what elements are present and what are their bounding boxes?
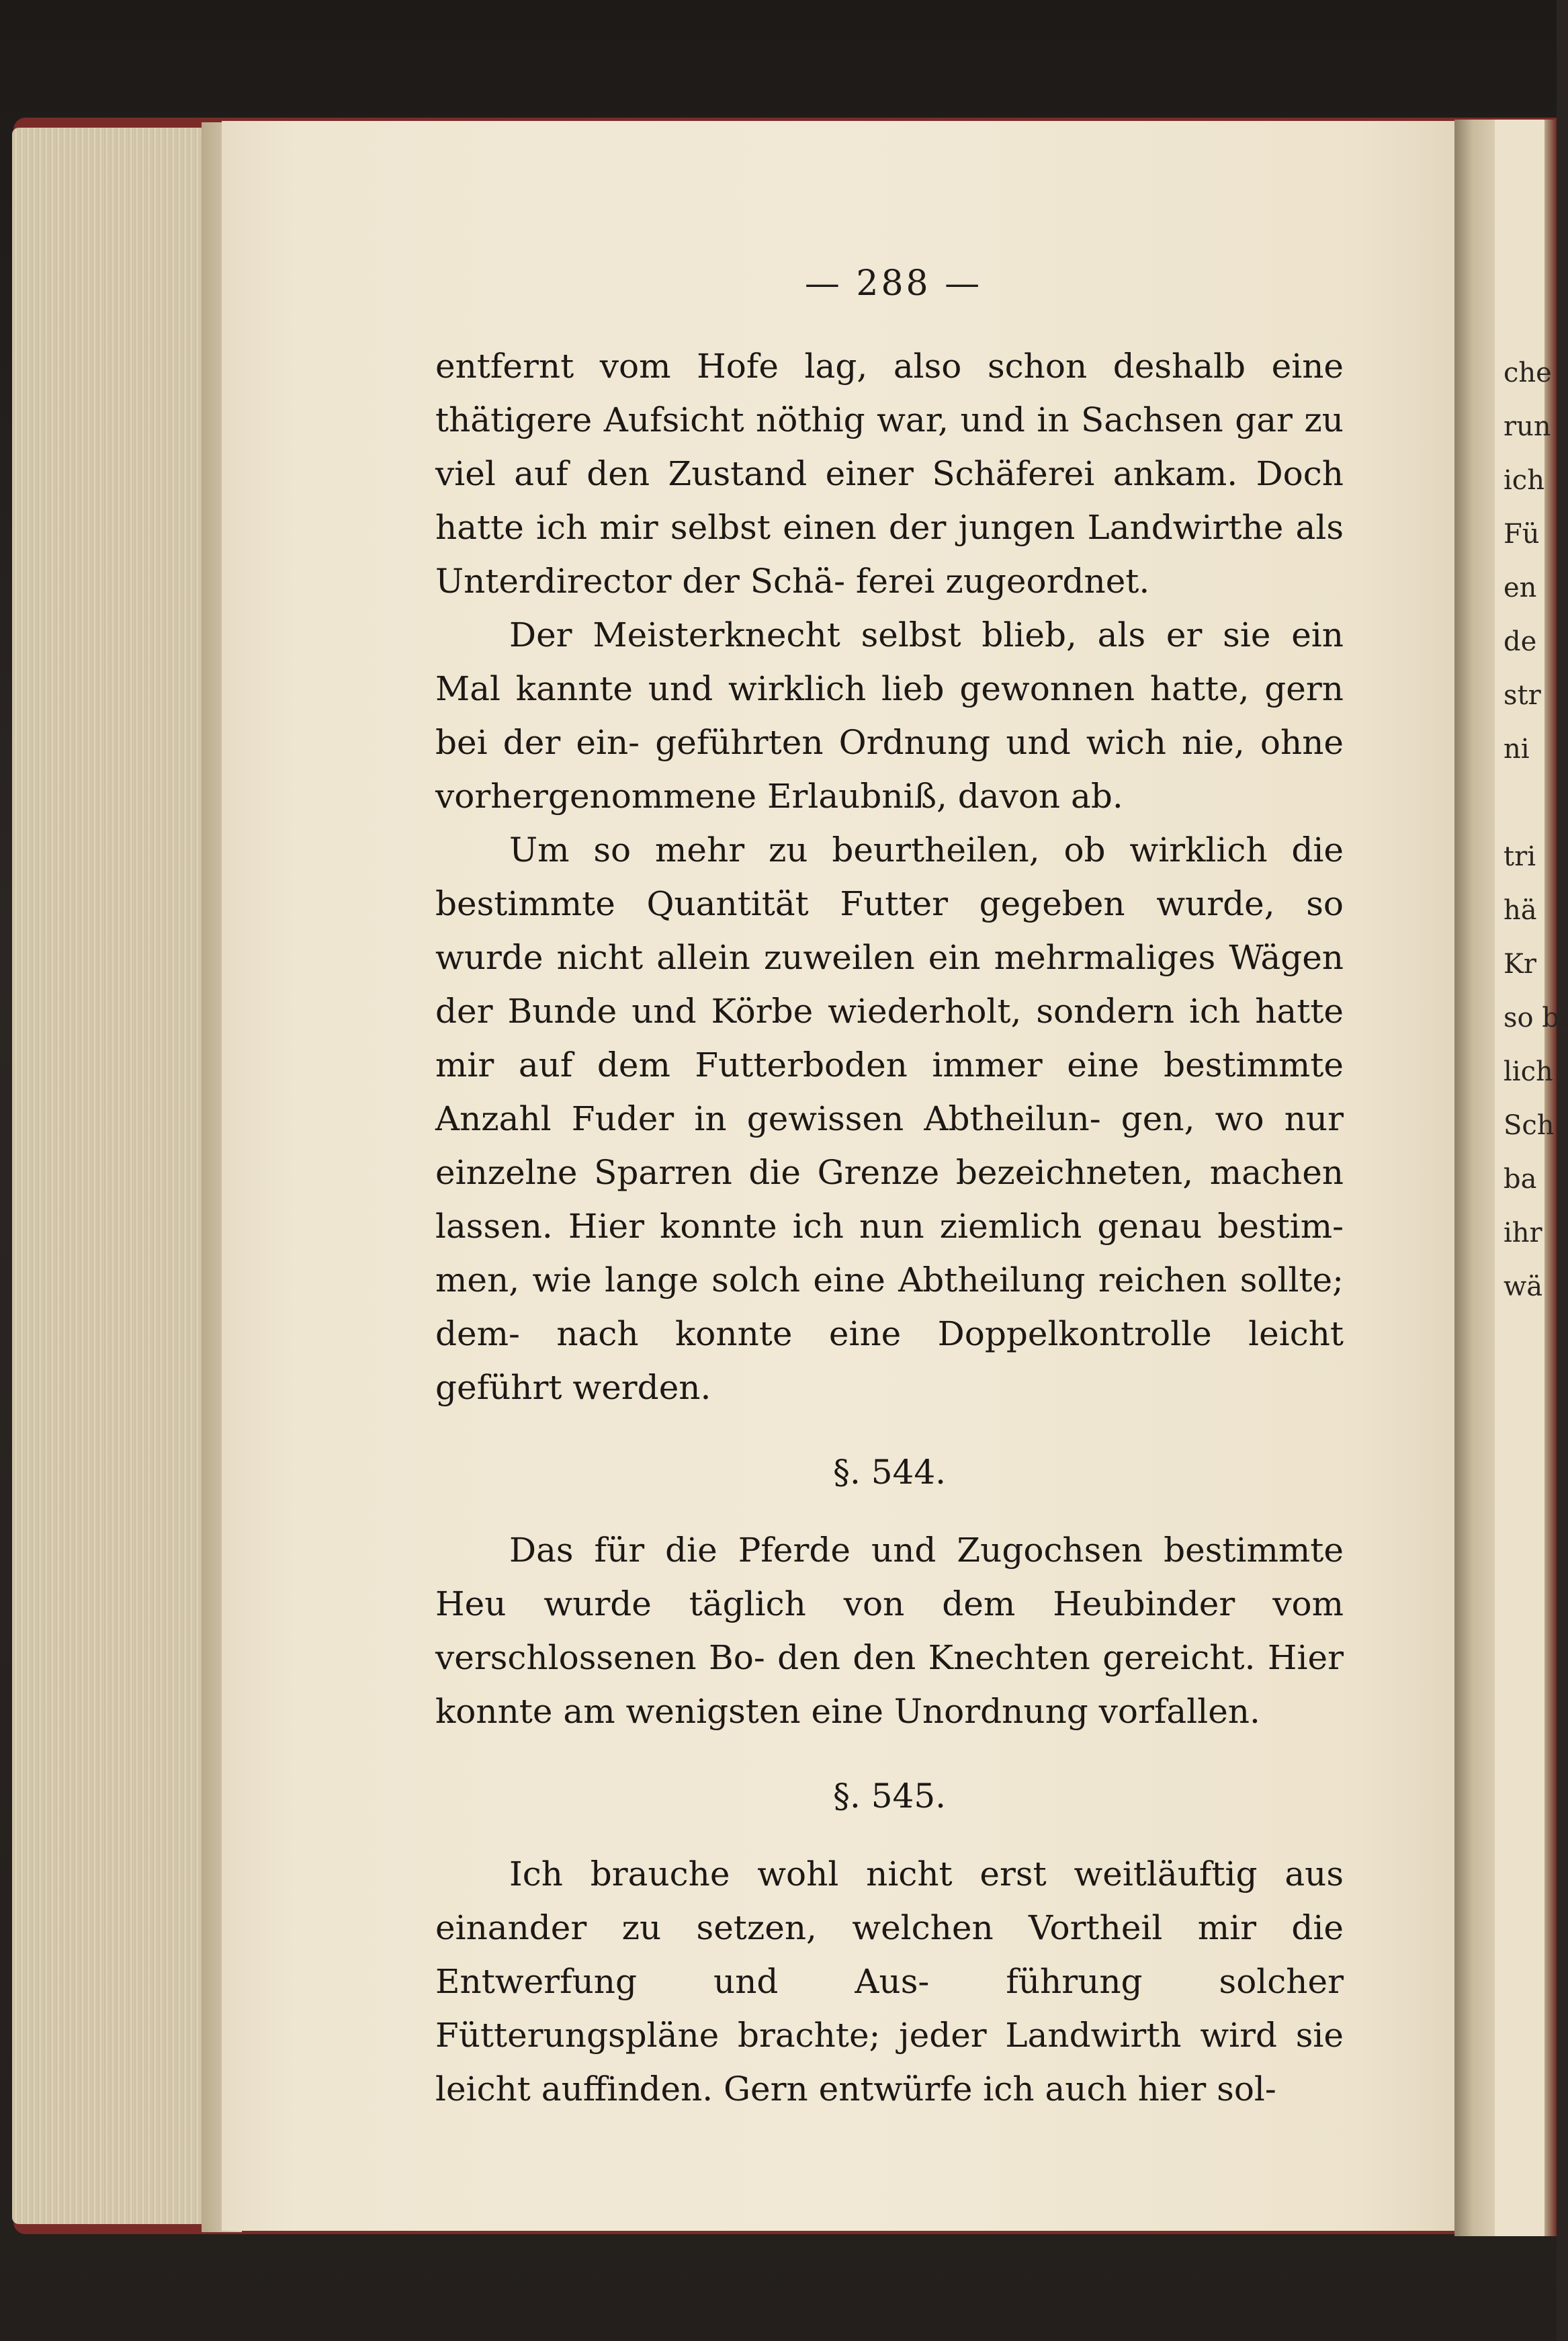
text-line: eine Unordnung vorfallen.: [811, 1692, 1260, 1731]
text-line: zu setzen, welchen Vortheil mir die Entwerfung und Aus-: [435, 1908, 1344, 2001]
facing-page-fragment: ni: [1504, 734, 1530, 765]
section-heading: §. 544.: [832, 1453, 947, 1492]
paragraph: [435, 608, 1344, 823]
text-line: zuweilen ein mehrmaliges Wägen der Bunde und Körbe: [435, 938, 1344, 1031]
text-line: wiederholt, sondern ich hatte mir auf dem Futterboden: [435, 992, 1344, 1084]
facing-page-fragment: tri: [1504, 841, 1536, 872]
text-line: gen, wo nur einzelne Sparren die Grenze bezeichneten,: [435, 1099, 1344, 1192]
facing-page-fragment: Sch: [1504, 1110, 1555, 1141]
text-line: Das für die Pferde und Zugochsen bestimmte Heu: [435, 1531, 1344, 1623]
facing-page-fragment: Fü: [1504, 519, 1540, 550]
page-edges: [12, 128, 214, 2224]
text-line: men, wie lange solch eine Abtheilung reichen sollte; dem-: [435, 1261, 1344, 1353]
text-line: immer eine bestimmte Anzahl Fuder in gewissen Abtheilun-: [435, 1046, 1344, 1138]
text-line: machen lassen. Hier konnte ich nun ziemlich genau bestim-: [435, 1153, 1344, 1246]
facing-page-fragment: ihr: [1504, 1218, 1542, 1248]
facing-page-fragment: hä: [1504, 895, 1537, 926]
text-line: Der Meisterknecht selbst blieb, als er sie ein Mal: [435, 615, 1344, 708]
facing-page-fragment: ich: [1504, 465, 1544, 496]
facing-page-fragment: lich: [1504, 1056, 1553, 1087]
facing-page-fragment: str: [1504, 680, 1541, 711]
section-heading: §. 545.: [832, 1777, 947, 1816]
text-line: nach konnte eine Doppelkontrolle leicht geführt werden.: [435, 1314, 1344, 1407]
text-line: wird sie leicht auffinden. Gern entwürfe ich auch hier sol-: [435, 2016, 1344, 2109]
text-line: Aufsicht nöthig war, und in Sachsen gar zu viel auf den: [435, 400, 1344, 493]
text-line: Erlaubniß, davon ab.: [767, 777, 1123, 816]
text-line: Ich brauche wohl nicht erst weitläuftig aus einander: [435, 1855, 1344, 1947]
facing-page-fragment: de: [1504, 626, 1537, 657]
paragraph: [435, 339, 1344, 608]
facing-page-fragment: che: [1504, 357, 1552, 388]
text-line: geführten Ordnung und wich nie, ohne vorhergenommene: [435, 723, 1344, 816]
text-line: entfernt vom Hofe lag, also schon deshalb eine thätigere: [435, 347, 1344, 439]
facing-page-fragment: Kr: [1504, 949, 1537, 980]
paragraph: [435, 1523, 1344, 1738]
paragraph: [435, 1847, 1344, 2116]
facing-page-fragment: so bi: [1504, 1003, 1568, 1033]
facing-page-text: [1504, 346, 1568, 1314]
text-line: ferei zugeordnet.: [855, 562, 1150, 601]
body-text: [435, 339, 1344, 2116]
facing-page-fragment: wä: [1504, 1271, 1543, 1302]
text-line: einen der jungen Landwirthe als Unterdirector der Schä-: [435, 508, 1344, 601]
facing-page-fragment: [1504, 776, 1557, 830]
text-line: kannte und wirklich lieb gewonnen hatte, gern bei der ein-: [435, 669, 1344, 762]
paragraph: [435, 823, 1344, 1414]
facing-page-fragment: en: [1504, 572, 1537, 603]
text-line: Zustand einer Schäferei ankam. Doch hatte ich mir selbst: [435, 454, 1344, 547]
facing-page-fragment: ba: [1504, 1164, 1537, 1195]
text-line: wurde täglich von dem Heubinder vom verschlossenen Bo-: [435, 1584, 1344, 1677]
text-line: Um so mehr zu beurtheilen, ob wirklich die bestimmte: [435, 831, 1344, 923]
text-line: Quantität Futter gegeben wurde, so wurde nicht allein: [435, 884, 1344, 977]
facing-page-fragment: run: [1504, 411, 1551, 442]
page-number: — 288 —: [804, 263, 983, 304]
text-line: den den Knechten gereicht. Hier konnte am wenigsten: [435, 1638, 1344, 1731]
text-line: führung solcher Fütterungspläne brachte; jeder Landwirth: [435, 1962, 1344, 2055]
